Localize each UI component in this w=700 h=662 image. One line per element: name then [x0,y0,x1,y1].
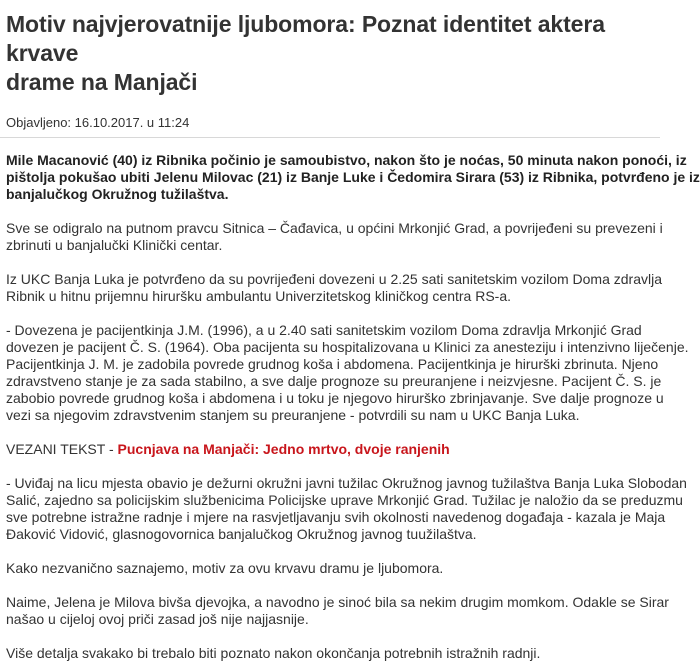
paragraph-line: zbrinuti u banjalučki Klinički centar. [6,237,223,253]
paragraph-line: - Dovezena je pacijentkinja J.M. (1996), a u 2.40 sati sanitetskim vozilom Doma zdravlja Mrkonjić Grad [6,322,642,338]
lead-line: pištolja pokušao ubiti Jelenu Milovac (21) iz Banje Luke i Čedomira Sirara (53) iz Ribnika, potvrđeno je iz [6,169,700,185]
article-title-line: Motiv najvjerovatnije ljubomora: Poznat identitet aktera krvave [6,11,605,66]
paragraph-line: Đaković Vidović, glasnogovornica banjalučkog Okružnog javnog tuužilaštva. [6,526,477,542]
article-title-line: drame na Manjači [6,69,198,95]
publish-date: Objavljeno: 16.10.2017. u 11:24 [6,115,190,130]
paragraph-line: dovezen je pacijent Č. S. (1964). Oba pacijenta su hospitalizovana u Klinici za anesteziju i intenzivno liječenje. [6,339,689,355]
paragraph-line: vezi sa njegovim zdravstvenim stanjem su preuranjene - potvrdili su nam u UKC Banja Luka. [6,407,580,423]
paragraph [6,271,663,305]
article-title [0,0,660,97]
paragraph [6,560,660,577]
divider [0,137,660,138]
paragraph-line: Ribnik u hitnu prijemnu hiruršku ambulantu Univerzitetskog kliničkog centra RS-a. [6,288,512,304]
paragraph-line: Salić, zajedno sa policijskim službenicima Policijske uprave Mrkonjić Grad. Tužilac je naložio da se preduzmu [6,492,683,508]
paragraph [6,645,660,662]
paragraph-line: našao u cijeloj ovoj priči zasad još nije najjasnije. [6,611,309,627]
paragraph [6,220,663,254]
related-article-link[interactable]: Pucnjava na Manjači: Jedno mrtvo, dvoje ranjenih [117,441,450,457]
paragraph-line: Pacijentkinja J. M. je zadobila povrede grudnog koša i abdomena. Pacijentkinja je hirurški zbrinuta. Njeno [6,356,659,372]
paragraph-line: zabobio povrede grudnog koša i abdomena i u toku je njegovo hirurško zbrinjavanje. Sve dalje prognoze u [6,390,664,406]
article-body [0,152,700,662]
related-article [6,441,660,458]
paragraph-line: Sve se odigralo na putnom pravcu Sitnica – Čađavica, u općini Mrkonjić Grad, a povrijeđeni su prevezeni i [6,220,663,236]
paragraph-line: Kako nezvanično saznajemo, motiv za ovu krvavu dramu je ljubomora. [6,560,444,576]
lead-line: Mile Macanović (40) iz Ribnika počinio je samoubistvo, nakon što je noćas, 50 minuta nakon ponoći, iz [6,152,687,168]
paragraph [6,594,669,628]
related-line [6,441,660,458]
lead-line: banjalučkog Okružnog tužilaštva. [6,186,229,202]
paragraph-line: Naime, Jelena je Milova bivša djevojka, a navodno je sinoć bila sa nekim drugim momkom. Odakle se Sirar [6,594,669,610]
paragraph-line: Više detalja svakako bi trebalo biti poznato nakon okončanja potrebnih istražnih radnji. [6,645,541,661]
paragraph-line: sve potrebne istražne radnje i mjere na rasvjetljavanju svih okolnosti navedenog događaja - kazala je Maja [6,509,666,525]
paragraph [6,322,689,424]
paragraph [6,475,687,543]
paragraph-line: - Uviđaj na licu mjesta obavio je dežurni okružni javni tužilac Okružnog javnog tužilaštva Banja Luka Slobodan [6,475,687,491]
lead-paragraph [6,152,700,203]
related-label: VEZANI TEKST - [6,441,118,457]
paragraph-line: Iz UKC Banja Luka je potvrđeno da su povrijeđeni dovezeni u 2.25 sati sanitetskim vozilom Doma zdravlja [6,271,663,287]
paragraph-line: zdravstveno stanje je za sada stabilno, a sve dalje prognoze su preuranjene i neizvjesne. Pacijent Č. S. je [6,373,662,389]
